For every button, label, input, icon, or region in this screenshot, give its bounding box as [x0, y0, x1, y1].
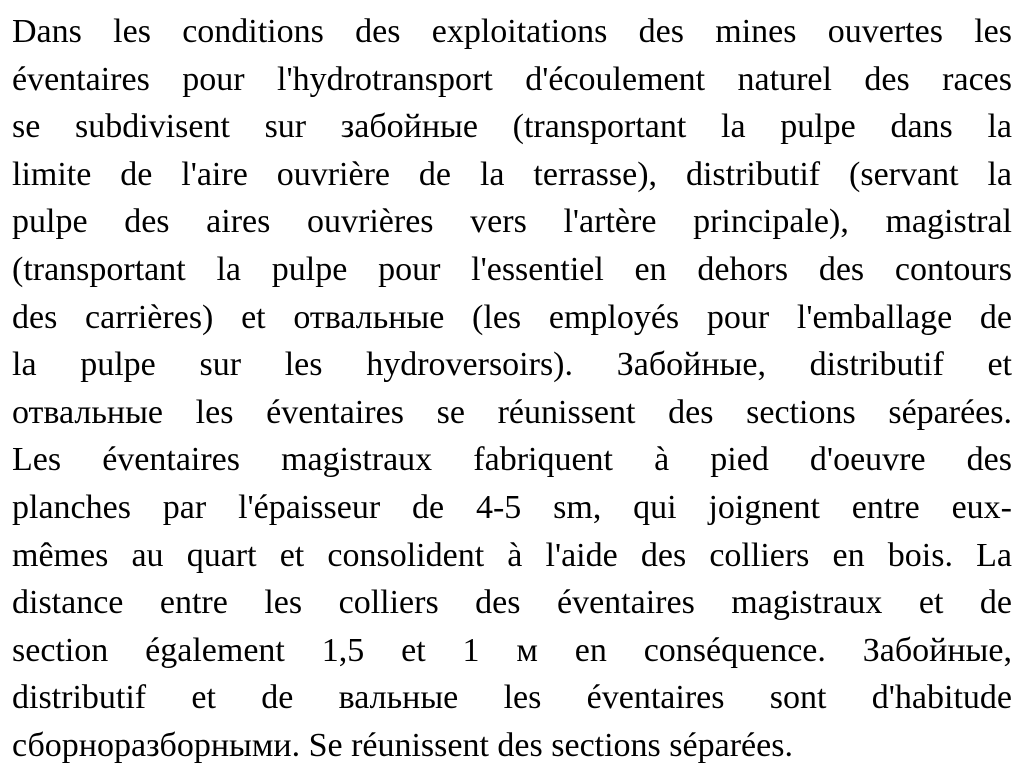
document-text-block — [12, 8, 1012, 770]
text-line-8: la pulpe sur les hydroversoirs). Забойные, distributif et — [12, 346, 1012, 384]
text-line-16: сборноразборными. Se réunissent des sections séparées. — [12, 726, 793, 764]
text-line-1: Dans les conditions des exploitations des mines ouvertes les — [12, 13, 1012, 50]
text-line-4: limite de l'aire ouvrière de la terrasse), distributif (servant la — [12, 155, 1012, 193]
text-line-14: section également 1,5 et 1 м en conséquence. Забойные, — [12, 631, 1012, 669]
text-line-15: distributif et de вальные les éventaires sont d'habitude — [12, 679, 1012, 717]
text-line-10: Les éventaires magistraux fabriquent à pied d'oeuvre des — [12, 441, 1012, 479]
text-line-3: se subdivisent sur забойные (transportant la pulpe dans la — [12, 108, 1012, 146]
text-line-9: отвальные les éventaires se réunissent des sections séparées. — [12, 393, 1012, 431]
text-line-12: mêmes au quart et consolident à l'aide des colliers en bois. La — [12, 536, 1012, 574]
text-line-11: planches par l'épaisseur de 4-5 sm, qui joignent entre eux- — [12, 488, 1012, 526]
text-line-6: (transportant la pulpe pour l'essentiel en dehors des contours — [12, 250, 1012, 288]
text-line-2: éventaires pour l'hydrotransport d'écoulement naturel des races — [12, 60, 1012, 98]
text-line-5: pulpe des aires ouvrières vers l'artère principale), magistral — [12, 203, 1012, 241]
text-line-7: des carrières) et отвальные (les employés pour l'emballage de — [12, 298, 1012, 336]
text-line-13: distance entre les colliers des éventaires magistraux et de — [12, 584, 1012, 622]
